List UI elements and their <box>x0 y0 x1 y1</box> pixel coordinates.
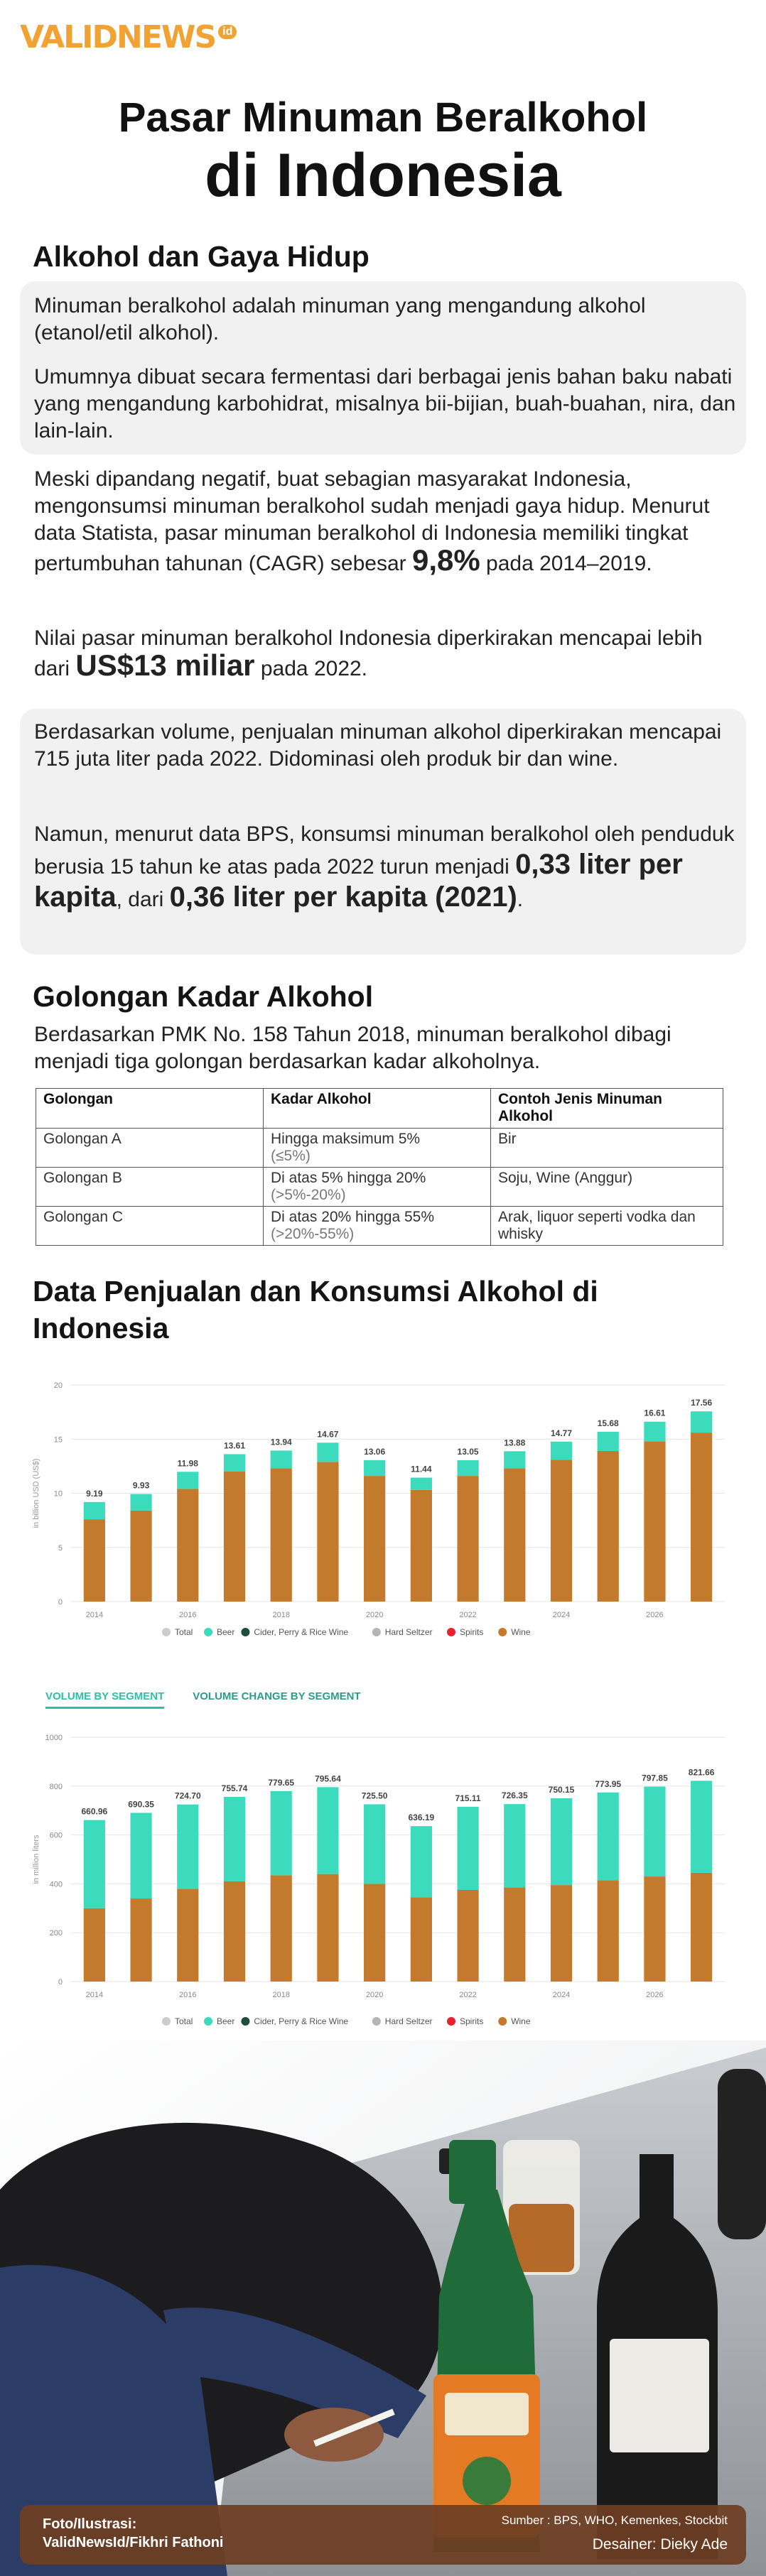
bar-beer <box>457 1807 478 1890</box>
x-tick-label: 2014 <box>85 1611 104 1619</box>
data-label: 690.35 <box>128 1799 154 1810</box>
data-label: 15.68 <box>597 1418 619 1428</box>
header-contoh: Contoh Jenis Minuman Alkohol <box>491 1089 723 1129</box>
data-label: 14.77 <box>550 1428 573 1438</box>
photo-credit <box>43 2515 223 2552</box>
bar-beer <box>364 1804 385 1884</box>
bar-beer <box>457 1460 478 1476</box>
bar-wine <box>271 1468 292 1602</box>
section-heading-data: Data Penjualan dan Konsumsi Alkohol di Indonesia <box>33 1275 598 1344</box>
tab-volume-change-by-segment[interactable]: VOLUME CHANGE BY SEGMENT <box>193 1690 361 1702</box>
consumption-end: . <box>517 888 524 911</box>
legend-marker <box>241 1628 249 1636</box>
data-label: 9.19 <box>86 1488 103 1499</box>
cagr-text: Meski dipandang negatif, buat sebagian masyarakat Indonesia, mengonsumsi minuman beralkohol sudah menjadi gaya hidup. Menurut data Statista, pasar minuman beralkohol di Indonesia memiliki tingkat pertumbuhan tahunan (CAGR) sebesar <box>34 467 710 575</box>
bar-wine <box>224 1881 245 1982</box>
bar-beer <box>598 1432 619 1451</box>
bar-beer <box>691 1411 712 1433</box>
golongan-cell: Golongan A <box>36 1129 264 1168</box>
bar-wine <box>271 1875 292 1982</box>
y-tick-label: 800 <box>49 1782 63 1791</box>
bar-wine <box>130 1511 151 1602</box>
bar-beer <box>644 1422 665 1442</box>
bar-wine <box>224 1472 245 1602</box>
consumption-paragraph <box>34 820 738 915</box>
table-row <box>36 1168 723 1207</box>
market-value-year: pada 2022. <box>260 657 368 680</box>
legend-marker <box>447 1628 455 1636</box>
data-label: 725.50 <box>361 1790 388 1801</box>
legend-label: Total <box>175 1627 193 1637</box>
tab-volume-by-segment[interactable]: VOLUME BY SEGMENT <box>45 1690 164 1709</box>
contoh-cell: Arak, liquor seperti vodka dan whisky <box>491 1207 723 1246</box>
y-tick-label: 600 <box>49 1831 63 1840</box>
cagr-paragraph <box>34 466 738 577</box>
bar-wine <box>84 1908 105 1982</box>
bar-wine <box>504 1888 525 1982</box>
bar-wine <box>411 1490 432 1602</box>
bar-beer <box>130 1813 151 1899</box>
data-label: 755.74 <box>221 1783 248 1794</box>
consumption-2021: 0,36 liter per kapita (2021) <box>169 881 517 913</box>
x-tick-label: 2014 <box>85 1991 104 1999</box>
logo-text: VALIDNEWS <box>20 18 216 55</box>
bar-wine <box>551 1885 572 1982</box>
x-tick-label: 2024 <box>552 1611 571 1619</box>
bar-beer <box>551 1798 572 1885</box>
data-label: 17.56 <box>691 1398 713 1408</box>
legend-label: Hard Seltzer <box>384 2016 433 2026</box>
data-label: 9.93 <box>132 1480 150 1491</box>
legend-marker <box>162 1628 171 1636</box>
table-row <box>36 1129 723 1168</box>
bar-beer <box>598 1793 619 1880</box>
golongan-cell: Golongan B <box>36 1168 264 1207</box>
data-label: 16.61 <box>644 1408 666 1418</box>
bar-beer <box>411 1826 432 1897</box>
bar-beer <box>177 1472 198 1489</box>
x-tick-label: 2024 <box>552 1991 571 1999</box>
data-label: 14.67 <box>317 1429 339 1440</box>
y-tick-label: 0 <box>58 1598 63 1607</box>
x-tick-label: 2018 <box>272 1991 290 1999</box>
bar-beer <box>130 1494 151 1511</box>
y-axis-label: in million liters <box>32 1835 41 1884</box>
data-label: 636.19 <box>408 1813 435 1823</box>
legend-marker <box>372 1628 381 1636</box>
data-label: 11.44 <box>411 1464 432 1474</box>
bar-wine <box>177 1489 198 1602</box>
legend-label: Cider, Perry & Rice Wine <box>254 2016 349 2026</box>
bar-wine <box>691 1433 712 1602</box>
kadar-cell <box>264 1207 491 1246</box>
legend-label: Beer <box>217 1627 235 1637</box>
bar-beer <box>271 1791 292 1876</box>
segment-tabs <box>45 1690 361 1709</box>
legend-label: Wine <box>511 2016 531 2026</box>
y-tick-label: 15 <box>53 1435 63 1445</box>
data-label: 797.85 <box>642 1773 668 1783</box>
x-tick-label: 2016 <box>179 1611 197 1619</box>
legend-label: Cider, Perry & Rice Wine <box>254 1627 349 1637</box>
source-text: Sumber : BPS, WHO, Kemenkes, Stockbit <box>501 2513 728 2527</box>
designer-text: Desainer: Dieky Ade <box>592 2536 728 2553</box>
y-tick-label: 1000 <box>45 1734 63 1742</box>
header-golongan: Golongan <box>36 1089 264 1129</box>
illustration-photo <box>0 2040 766 2576</box>
data-label: 13.88 <box>504 1438 526 1448</box>
consumption-text: Namun, menurut data BPS, konsumsi minuman beralkohol oleh penduduk berusia 15 tahun ke atas pada 2022 turun menjadi <box>34 822 735 879</box>
bar-beer <box>644 1787 665 1877</box>
kadar-text: Hingga maksimum 5% <box>271 1131 421 1147</box>
data-label: 13.94 <box>270 1437 292 1447</box>
bar-beer <box>84 1502 105 1519</box>
y-axis-label: in billion USD (US$) <box>32 1458 41 1528</box>
y-tick-label: 5 <box>58 1543 63 1553</box>
bar-beer <box>271 1450 292 1468</box>
bar-wine <box>84 1519 105 1602</box>
legend-label: Hard Seltzer <box>384 1627 433 1637</box>
consumption-2022: 0,33 liter per kapita <box>34 849 683 913</box>
page-title-line2: di Indonesia <box>205 141 561 210</box>
x-tick-label: 2020 <box>365 1611 384 1619</box>
kadar-cell <box>264 1168 491 1207</box>
bar-beer <box>317 1442 338 1462</box>
data-label: 724.70 <box>174 1790 201 1801</box>
bar-wine <box>317 1874 338 1982</box>
y-tick-label: 10 <box>53 1489 63 1499</box>
legend-label: Spirits <box>460 1627 484 1637</box>
legend-label: Wine <box>511 1627 531 1637</box>
section-heading-alkohol: Alkohol dan Gaya Hidup <box>33 240 369 273</box>
volume-chart <box>28 1719 739 2028</box>
kadar-sub: (>5%-20%) <box>271 1187 346 1203</box>
page-title-line1: Pasar Minuman Beralkohol <box>118 94 648 141</box>
data-label: 773.95 <box>595 1778 622 1789</box>
bar-wine <box>411 1897 432 1982</box>
contoh-cell: Bir <box>491 1129 723 1168</box>
data-label: 750.15 <box>548 1784 575 1795</box>
legend-marker <box>498 2017 507 2026</box>
legend-marker <box>162 2017 171 2026</box>
bar-beer <box>364 1460 385 1476</box>
cagr-value: 9,8% <box>411 543 480 577</box>
x-tick-label: 2022 <box>459 1991 477 1999</box>
revenue-chart <box>28 1369 739 1639</box>
kadar-text: Di atas 20% hingga 55% <box>271 1209 434 1225</box>
y-tick-label: 400 <box>49 1880 63 1889</box>
bar-wine <box>644 1876 665 1982</box>
bar-wine <box>691 1873 712 1982</box>
credit-name: ValidNewsId/Fikhri Fathoni <box>43 2535 224 2550</box>
bar-wine <box>364 1476 385 1602</box>
legend-label: Total <box>175 2016 193 2026</box>
kadar-cell <box>264 1129 491 1168</box>
data-label: 660.96 <box>81 1806 108 1817</box>
x-tick-label: 2016 <box>179 1991 197 1999</box>
legend-marker <box>204 2017 212 2026</box>
bar-wine <box>598 1880 619 1982</box>
golongan-table <box>36 1088 723 1246</box>
bar-wine <box>130 1898 151 1982</box>
header-kadar: Kadar Alkohol <box>264 1089 491 1129</box>
brand-logo <box>20 18 237 55</box>
bar-wine <box>551 1460 572 1602</box>
golongan-intro: Berdasarkan PMK No. 158 Tahun 2018, minuman beralkohol dibagi menjadi tiga golongan berdasarkan kadar alkoholnya. <box>34 1023 671 1073</box>
bar-beer <box>504 1804 525 1887</box>
bar-wine <box>177 1888 198 1982</box>
bar-wine <box>598 1451 619 1602</box>
legend-marker <box>372 2017 381 2026</box>
legend-label: Spirits <box>460 2016 484 2026</box>
section-heading-golongan: Golongan Kadar Alkohol <box>33 980 374 1013</box>
bar-beer <box>224 1454 245 1472</box>
y-tick-label: 20 <box>53 1381 63 1390</box>
bar-beer <box>317 1787 338 1874</box>
market-value-text: Nilai pasar minuman beralkohol Indonesia diperkirakan mencapai lebih dari <box>34 626 703 680</box>
x-tick-label: 2026 <box>646 1991 664 1999</box>
data-label: 779.65 <box>268 1777 295 1788</box>
market-value-amount: US$13 miliar <box>75 648 255 682</box>
bar-beer <box>224 1797 245 1881</box>
data-label: 821.66 <box>688 1767 715 1778</box>
kadar-sub: (≤5%) <box>271 1148 311 1164</box>
bar-wine <box>457 1890 478 1982</box>
legend-marker <box>498 1628 507 1636</box>
x-tick-label: 2026 <box>646 1611 664 1619</box>
legend-marker <box>447 2017 455 2026</box>
x-tick-label: 2020 <box>365 1991 384 1999</box>
table-header-row <box>36 1089 723 1129</box>
bar-beer <box>84 1820 105 1908</box>
bar-beer <box>504 1451 525 1468</box>
photo-illustration-svg <box>0 2040 766 2576</box>
bar-beer <box>177 1805 198 1889</box>
cagr-period: pada 2014–2019. <box>486 552 652 575</box>
x-tick-label: 2022 <box>459 1611 477 1619</box>
data-label: 11.98 <box>177 1458 198 1469</box>
logo-badge: id <box>218 25 237 39</box>
data-label: 13.05 <box>457 1446 479 1457</box>
footer-bar <box>20 2505 746 2565</box>
credit-label: Foto/Ilustrasi: <box>43 2516 137 2532</box>
legend-marker <box>241 2017 249 2026</box>
legend-label: Beer <box>217 2016 235 2026</box>
data-label: 715.11 <box>455 1793 481 1804</box>
bar-wine <box>644 1441 665 1602</box>
data-label: 726.35 <box>501 1790 528 1801</box>
legend-marker <box>204 1628 212 1636</box>
market-value-paragraph <box>34 625 738 683</box>
bar-beer <box>551 1442 572 1460</box>
definition-paragraph: Minuman beralkohol adalah minuman yang mengandung alkohol (etanol/etil alkohol). <box>34 294 646 344</box>
data-label: 795.64 <box>315 1773 341 1784</box>
bar-beer <box>691 1781 712 1873</box>
table-row <box>36 1207 723 1246</box>
fermentation-paragraph: Umumnya dibuat secara fermentasi dari berbagai jenis bahan baku nabati yang mengandung karbohidrat, misalnya bii-bijian, buah-buahan, nira, dan lain-lain. <box>34 365 736 442</box>
y-tick-label: 0 <box>58 1978 63 1987</box>
bar-wine <box>504 1468 525 1602</box>
data-label: 13.06 <box>364 1446 386 1457</box>
bar-wine <box>457 1476 478 1602</box>
golongan-cell: Golongan C <box>36 1207 264 1246</box>
consumption-separator: , dari <box>116 888 164 911</box>
x-tick-label: 2018 <box>272 1611 290 1619</box>
contoh-cell: Soju, Wine (Anggur) <box>491 1168 723 1207</box>
bar-wine <box>317 1462 338 1602</box>
data-label: 13.61 <box>223 1440 246 1451</box>
bar-wine <box>364 1884 385 1982</box>
bar-beer <box>411 1478 432 1490</box>
y-tick-label: 200 <box>49 1929 63 1938</box>
volume-paragraph: Berdasarkan volume, penjualan minuman alkohol diperkirakan mencapai 715 juta liter pada 2022. Didominasi oleh produk bir dan wine. <box>34 720 722 771</box>
kadar-text: Di atas 5% hingga 20% <box>271 1170 426 1186</box>
kadar-sub: (>20%-55%) <box>271 1226 355 1242</box>
